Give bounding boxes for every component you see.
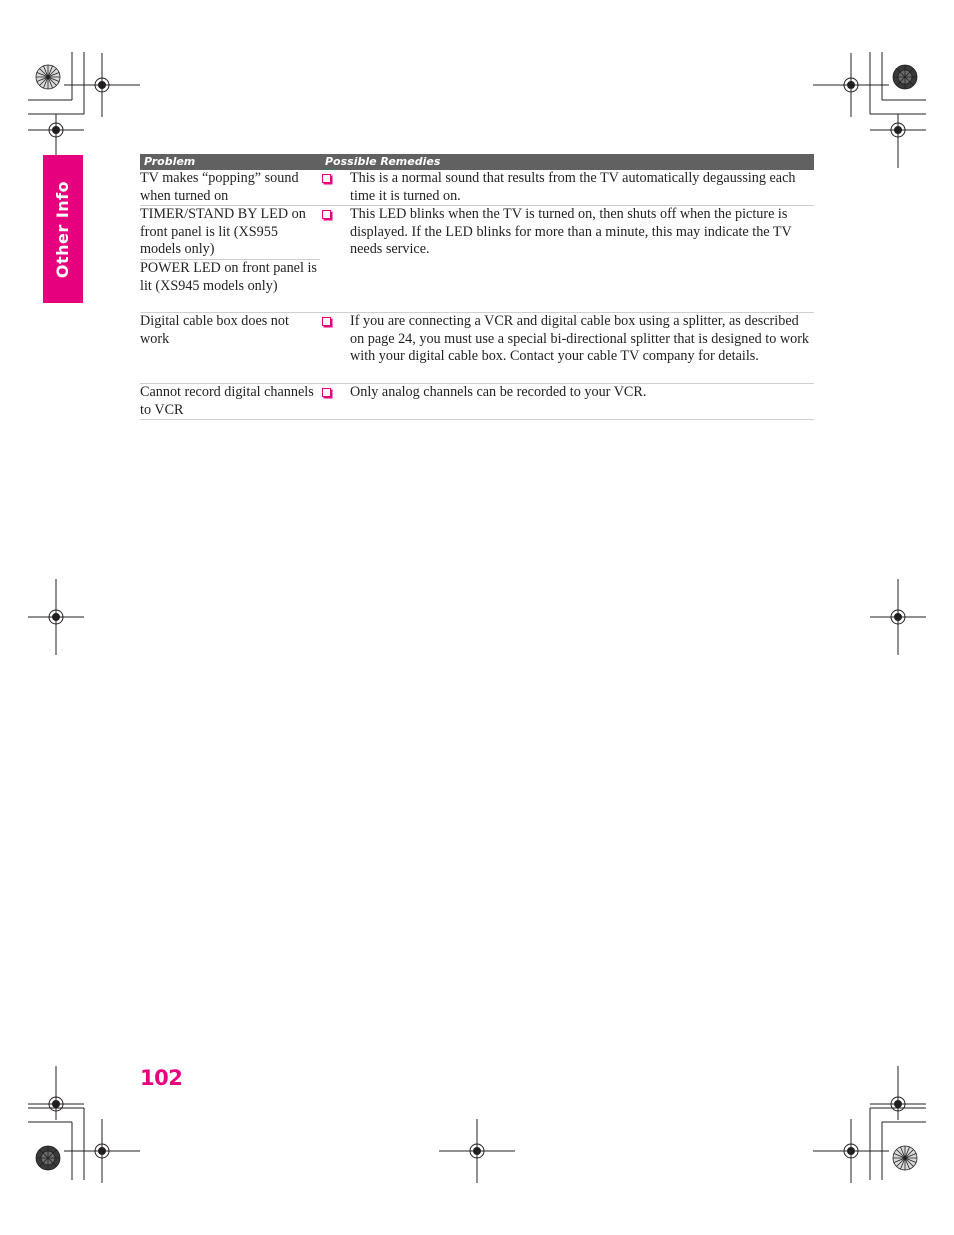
problem-cell (140, 170, 320, 205)
troubleshooting-table (140, 154, 814, 420)
remedy-text: Only analog channels can be recorded to your VCR. (350, 384, 647, 400)
checkbox-bullet-icon (322, 317, 331, 326)
problem-cell (140, 384, 320, 419)
remedy-cell (350, 170, 814, 205)
table-row (140, 206, 814, 313)
problem-text: POWER LED on front panel is lit (XS945 models only) (140, 259, 320, 295)
problem-text: Cannot record digital channels to VCR (140, 384, 314, 418)
problem-cell (140, 313, 320, 348)
header-problem: Problem (144, 155, 196, 168)
remedy-text: This LED blinks when the TV is turned on, then shuts off when the picture is displayed. If the LED blinks for more than a minute, this may indicate the TV needs service. (350, 206, 792, 258)
table-row (140, 313, 814, 384)
problem-text: TIMER/STAND BY LED on front panel is lit (XS955 models only) (140, 206, 306, 258)
checkbox-bullet-icon (322, 210, 331, 219)
table-header (140, 154, 814, 170)
section-tab (43, 155, 83, 303)
section-tab-label: Other Info (53, 180, 73, 278)
remedy-text: This is a normal sound that results from the TV automatically degaussing each time it is turned on. (350, 170, 796, 204)
remedy-cell (350, 313, 814, 366)
problem-cell (140, 206, 320, 295)
remedy-cell (350, 206, 814, 259)
header-remedies: Possible Remedies (325, 155, 441, 168)
table-row (140, 384, 814, 420)
problem-text: TV makes “popping” sound when turned on (140, 170, 299, 204)
problem-text: Digital cable box does not work (140, 313, 289, 347)
remedy-text: If you are connecting a VCR and digital cable box using a splitter, as described on page 24, you must use a special bi-directional splitter that is designed to work with your digital cable box. Contact your cable TV company for details. (350, 313, 810, 365)
checkbox-bullet-icon (322, 174, 331, 183)
table-row (140, 170, 814, 206)
page-number: 102 (140, 1066, 183, 1090)
checkbox-bullet-icon (322, 388, 331, 397)
remedy-cell (350, 384, 814, 402)
